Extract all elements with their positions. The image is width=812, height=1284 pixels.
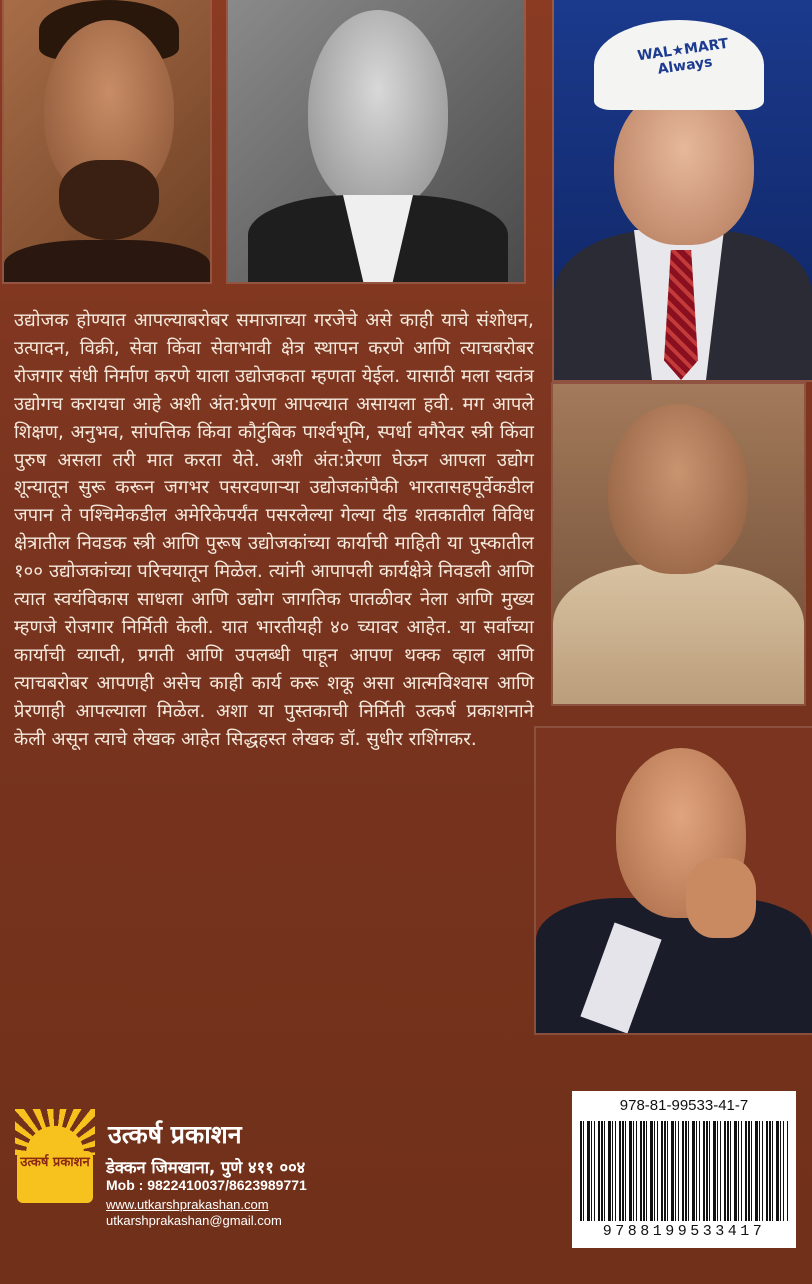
isbn-barcode bbox=[572, 1091, 796, 1248]
portrait-face bbox=[308, 10, 448, 210]
portrait-body bbox=[553, 564, 804, 704]
publisher-website-link[interactable]: www.utkarshprakashan.com bbox=[106, 1197, 269, 1212]
portrait-hand bbox=[686, 858, 756, 938]
cap-logo-text: WAL★MART Always bbox=[636, 35, 730, 78]
publisher-name: उत्कर्ष प्रकाशन bbox=[108, 1120, 242, 1149]
portrait-face bbox=[608, 404, 748, 574]
portrait-photo-5 bbox=[536, 728, 812, 1033]
portrait-body bbox=[536, 898, 812, 1033]
logo-text: उत्कर्ष प्रकाशन bbox=[17, 1151, 93, 1203]
portrait-photo-3 bbox=[554, 0, 812, 380]
blurb-paragraph: उद्योजक होण्यात आपल्याबरोबर समाजाच्या गरजेचे असे काही याचे संशोधन, उत्पादन, विक्री, सेवा किंवा सेवाभावी क्षेत्र स्थापन करणे आणि त्याचबरोबर रोजगार संधी निर्माण करणे याला उद्योजकता म्हणता येईल. यासाठी मला स्वतंत्र उद्योगच करायचा आहे अशी अंत:प्रेरणा आपल्यात असायला हवी. मग आपले शिक्षण, अनुभव, सांपत्तिक किंवा कौटुंबिक पार्श्वभूमि, स्पर्धा वगैरेवर स्त्री किंवा पुरुष असला तरी मात करता येते. अशी अंत:प्रेरणा घेऊन आपला उद्योग शून्यातून सुरू करून जगभर पसरवणाऱ्या उद्योजकांपैकी भारतासहपूर्वेकडील जपान ते पश्चिमेकडील अमेरिकेपर्यंत पसरलेल्या गेल्या दीड शतकातील विविध क्षेत्रातील निवडक स्त्री आणि पुरूष उद्योजकांच्या कार्याची माहिती या पुस्कातील १०० उद्योजकांच्या परिचयातून मिळेल. त्यांनी आपापली कार्यक्षेत्रे निवडली आणि त्यात स्वयंविकास साधला आणि उद्योग जागतिक पातळीवर नेला आणि मुख्य म्हणजे रोजगार निर्मिती केली. यात भारतीयही ४० च्यावर आहेत. या सर्वांच्या कार्याची व्याप्ती, प्रगती आणि उपलब्धी पाहून आपण थक्क व्हाल आणि त्याचबरोबर आपणही असेच काही कार्य करू शकू असा आत्मविश्वास आणि प्रेरणाही आपल्याला मिळेल. अशा या पुस्तकाची निर्मिती उत्कर्ष प्रकाशनाने केली असून त्याचे लेखक आहेत सिद्धहस्त लेखक डॉ. सुधीर राशिंगकर. bbox=[14, 310, 534, 750]
isbn-number: 978-81-99533-41-7 bbox=[619, 1097, 749, 1114]
portrait-photo-2 bbox=[228, 0, 524, 282]
portrait-photo-1 bbox=[4, 0, 210, 282]
portrait-photo-4 bbox=[553, 384, 804, 704]
publisher-email[interactable]: utkarshprakashan@gmail.com bbox=[106, 1213, 282, 1228]
publisher-mobile: Mob : 9822410037/8623989771 bbox=[106, 1177, 307, 1193]
barcode-bars bbox=[580, 1121, 788, 1221]
sun-icon bbox=[21, 1115, 89, 1155]
publisher-address: डेक्कन जिमखाना, पुणे ४११ ००४ bbox=[106, 1158, 306, 1177]
publisher-logo bbox=[15, 1115, 95, 1195]
portrait-body bbox=[4, 240, 210, 282]
portrait-beard bbox=[59, 160, 159, 240]
barcode-digits: 9788199533417 bbox=[602, 1223, 766, 1240]
